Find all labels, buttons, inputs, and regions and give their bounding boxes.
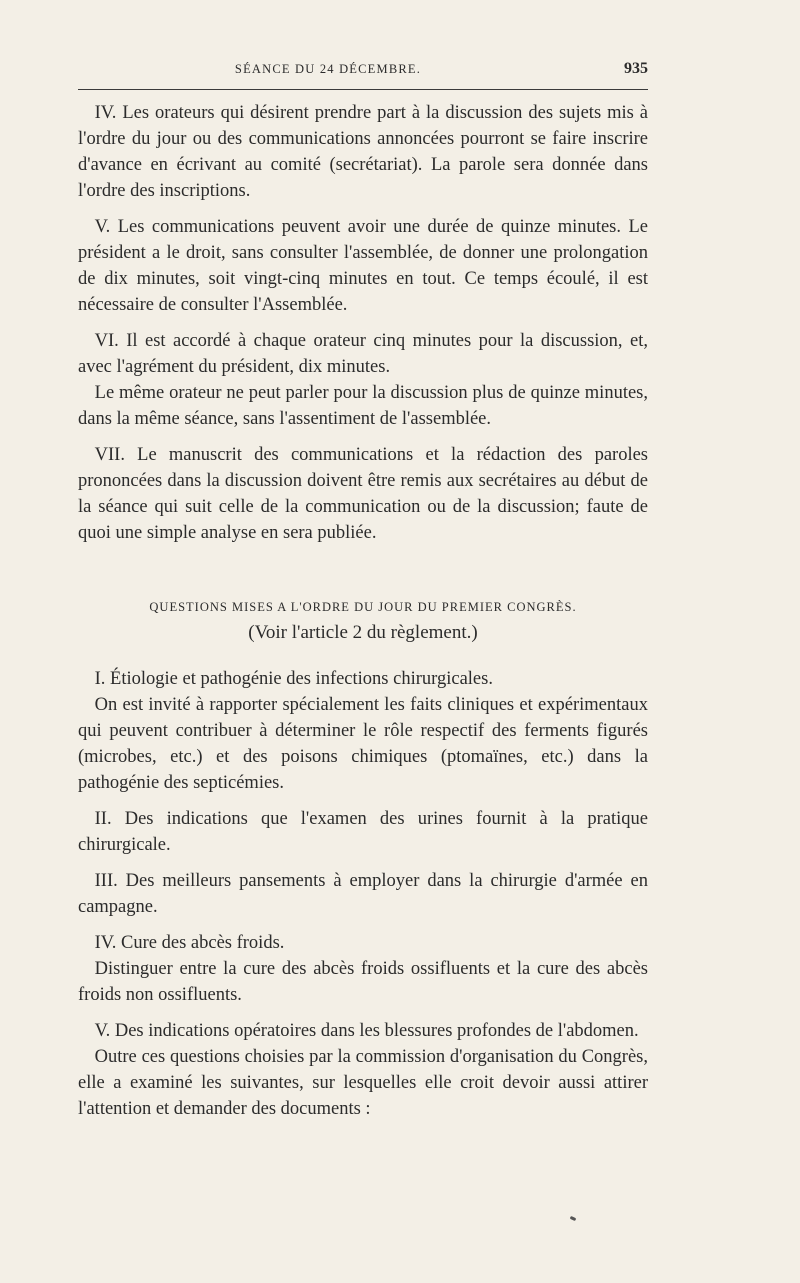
- running-head: [78, 58, 648, 82]
- question-iv-detail: Distinguer entre la cure des abcès froids ossifluents et la cure des abcès froids non ossifluents.: [78, 959, 648, 1005]
- question-i-detail: On est invité à rapporter spécialement les faits cliniques et expérimentaux qui peuvent contribuer à déterminer le rôle respectif des ferments figurés (microbes, etc.) et des poisons chimiques (ptomaïnes, etc.) dans la pathogénie des septicémies.: [78, 695, 648, 793]
- page-number: 935: [624, 60, 648, 77]
- rule-vi-continuation-paragraph: Le même orateur ne peut parler pour la discussion plus de quinze minutes, dans la même séance, sans l'assentiment de l'assemblée.: [78, 383, 648, 429]
- rule-vi-paragraph: VI. Il est accordé à chaque orateur cinq minutes pour la discussion, et, avec l'agrément du président, dix minutes.: [78, 331, 648, 377]
- rule-iv-paragraph: IV. Les orateurs qui désirent prendre part à la discussion des sujets mis à l'ordre du jour ou des communications annoncées pourront se faire inscrire d'avance en écrivant au comité (secrétariat). La parole sera donnée dans l'ordre des inscriptions.: [78, 103, 648, 201]
- body-text: [78, 100, 648, 1122]
- ink-speck: [570, 1216, 577, 1221]
- question-ii: II. Des indications que l'examen des urines fournit à la pratique chirurgicale.: [78, 809, 648, 855]
- rule-v-paragraph: V. Les communications peuvent avoir une durée de quinze minutes. Le président a le droit, sans consulter l'assemblée, de donner une prolongation de dix minutes, soit vingt-cinq minutes en tout. Ce temps écoulé, il est nécessaire de consulter l'Assemblée.: [78, 217, 648, 315]
- question-iii: III. Des meilleurs pansements à employer dans la chirurgie d'armée en campagne.: [78, 871, 648, 917]
- closing-paragraph: Outre ces questions choisies par la commission d'organisation du Congrès, elle a examiné les suivantes, sur lesquelles elle croit devoir aussi attirer l'attention et demander des documents :: [78, 1047, 648, 1119]
- rule-vii-paragraph: VII. Le manuscrit des communications et la rédaction des paroles prononcées dans la discussion doivent être remis aux secrétaires au début de la séance qui suit celle de la communication ou de la discussion; faute de quoi une simple analyse en sera publiée.: [78, 445, 648, 543]
- running-title: SÉANCE DU 24 DÉCEMBRE.: [234, 62, 422, 76]
- header-rule: [78, 89, 648, 90]
- section-title: QUESTIONS MISES A L'ORDRE DU JOUR DU PREMIER CONGRÈS.: [149, 600, 577, 614]
- question-iv-title: IV. Cure des abcès froids.: [94, 933, 285, 953]
- question-i-title: I. Étiologie et pathogénie des infections chirurgicales.: [94, 669, 493, 689]
- section-subtitle: (Voir l'article 2 du règlement.): [248, 622, 478, 643]
- question-v: V. Des indications opératoires dans les blessures profondes de l'abdomen.: [94, 1021, 639, 1041]
